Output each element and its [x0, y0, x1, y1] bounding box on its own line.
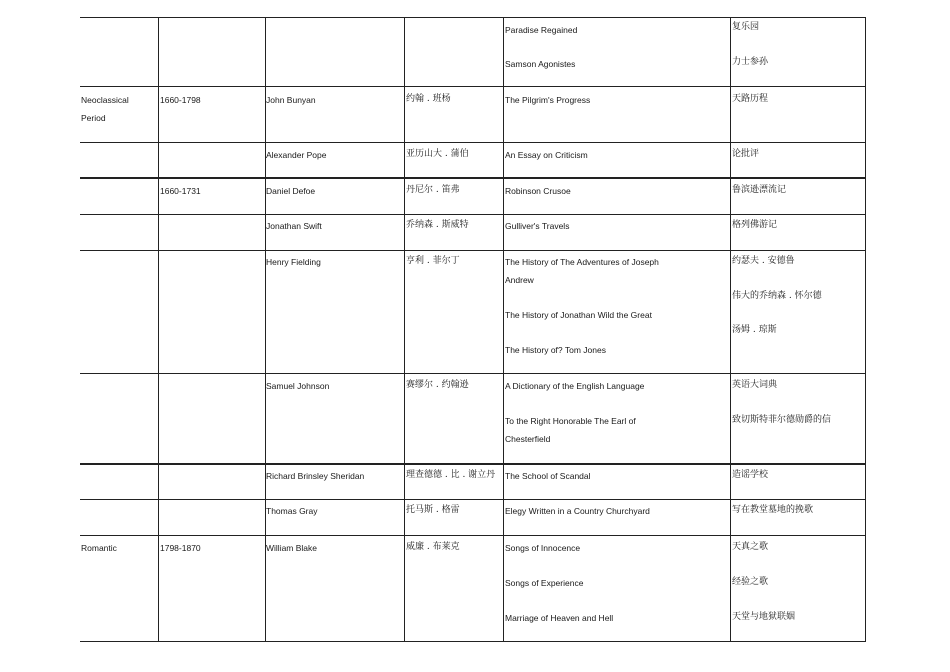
author-name: Daniel Defoe [266, 186, 316, 196]
author-name: Samuel Johnson [266, 381, 330, 391]
work-title: Robinson Crusoe [505, 186, 571, 196]
row-divider [80, 250, 866, 251]
work-title: To the Right Honorable The Earl of [505, 416, 636, 426]
author-name: Thomas Gray [266, 506, 318, 516]
period-label: Neoclassical [81, 95, 129, 105]
work-title: The History of The Adventures of Joseph [505, 257, 659, 267]
column-divider [730, 17, 731, 642]
column-divider [158, 17, 159, 642]
author-name-cn: 理查德德 . 比 . 谢立丹 [406, 470, 496, 480]
row-divider [80, 499, 866, 500]
work-title: The School of Scandal [505, 471, 591, 481]
work-title: The History of? Tom Jones [505, 345, 606, 355]
author-name-cn: 丹尼尔 . 笛弗 [406, 185, 460, 195]
column-divider [404, 17, 405, 642]
years-label: 1660-1731 [160, 186, 201, 196]
row-divider [80, 214, 866, 215]
author-name-cn: 威廉 . 布莱克 [406, 542, 460, 552]
period-label: Period [81, 113, 106, 123]
author-name: Alexander Pope [266, 150, 327, 160]
work-title-cn: 写在教堂墓地的挽歌 [732, 505, 814, 515]
author-name: William Blake [266, 543, 318, 553]
row-divider [80, 373, 866, 374]
work-title: Andrew [505, 275, 534, 285]
work-title: Paradise Regained [505, 25, 578, 35]
author-name: John Bunyan [266, 95, 316, 105]
work-title-cn: 格列佛游记 [732, 220, 778, 230]
table-right-border [865, 17, 866, 642]
years-label: 1660-1798 [160, 95, 201, 105]
work-title-cn: 复乐园 [732, 22, 760, 32]
work-title: A Dictionary of the English Language [505, 381, 645, 391]
author-name-cn: 乔纳森 . 斯威特 [406, 220, 469, 230]
work-title: Marriage of Heaven and Hell [505, 613, 614, 623]
work-title-cn: 伟大的乔纳森 . 怀尔德 [732, 291, 822, 301]
work-title-cn: 鲁滨逊漂流记 [732, 185, 787, 195]
row-divider [80, 142, 866, 143]
row-divider [80, 535, 866, 536]
author-name-cn: 约翰 . 班杨 [406, 94, 451, 104]
work-title-cn: 天路历程 [732, 94, 769, 104]
row-divider [80, 177, 866, 179]
author-name: Jonathan Swift [266, 221, 322, 231]
work-title: An Essay on Criticism [505, 150, 588, 160]
years-label: 1798-1870 [160, 543, 201, 553]
table-bottom-border [80, 641, 866, 642]
work-title-cn: 造谣学校 [732, 470, 769, 480]
work-title-cn: 致切斯特菲尔德勋爵的信 [732, 415, 832, 425]
work-title-cn: 力士参孙 [732, 57, 769, 67]
author-name-cn: 赛缪尔 . 约翰逊 [406, 380, 469, 390]
work-title-cn: 汤姆 . 琼斯 [732, 325, 777, 335]
work-title-cn: 经验之歌 [732, 577, 769, 587]
work-title-cn: 天真之歌 [732, 542, 769, 552]
work-title: Gulliver's Travels [505, 221, 570, 231]
author-name-cn: 托马斯 . 格雷 [406, 505, 460, 515]
row-divider [80, 86, 866, 87]
work-title: The History of Jonathan Wild the Great [505, 310, 652, 320]
work-title: Samson Agonistes [505, 59, 576, 69]
work-title: Songs of Experience [505, 578, 584, 588]
column-divider [503, 17, 504, 642]
table-top-border [80, 17, 866, 18]
work-title-cn: 约瑟夫 . 安德鲁 [732, 256, 795, 266]
work-title-cn: 论批评 [732, 149, 760, 159]
work-title: Songs of Innocence [505, 543, 581, 553]
work-title-cn: 英语大词典 [732, 380, 778, 390]
period-label: Romantic [81, 543, 117, 553]
author-name-cn: 亨利 . 菲尔丁 [406, 256, 460, 266]
author-name: Richard Brinsley Sheridan [266, 471, 365, 481]
work-title: Chesterfield [505, 434, 551, 444]
work-title: Elegy Written in a Country Churchyard [505, 506, 650, 516]
author-name: Henry Fielding [266, 257, 321, 267]
work-title: The Pilgrim's Progress [505, 95, 591, 105]
work-title-cn: 天堂与地狱联姻 [732, 612, 796, 622]
author-name-cn: 亚历山大 . 蒲伯 [406, 149, 469, 159]
row-divider [80, 463, 866, 465]
